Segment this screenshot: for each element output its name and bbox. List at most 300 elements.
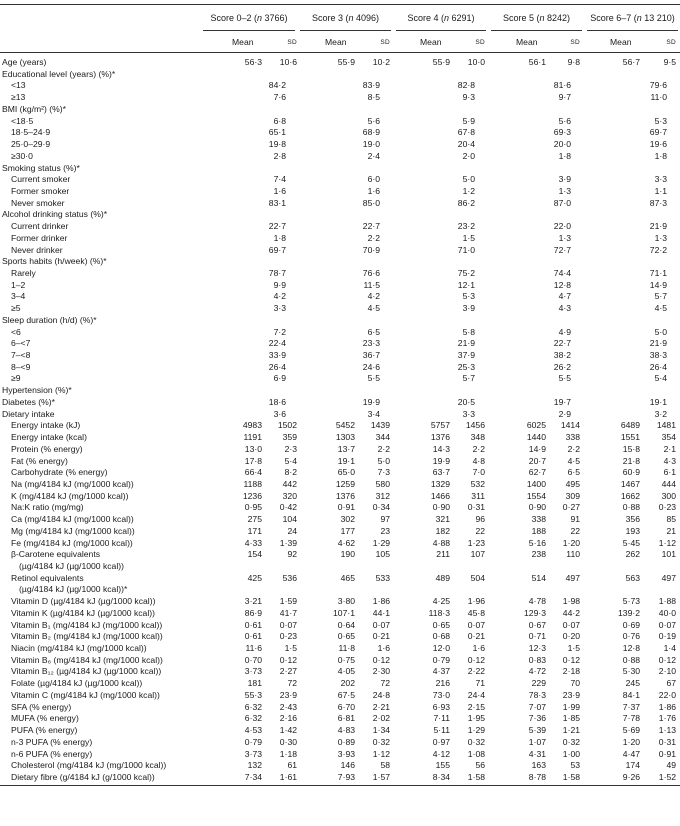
sd-value: 2·2: [567, 443, 580, 454]
mean-value: 4·83: [337, 725, 355, 735]
mean-value: 302: [340, 514, 355, 525]
percent-value: 7·6: [273, 92, 286, 103]
sd-value: 97: [380, 514, 390, 525]
mean-value: 4·78: [528, 596, 546, 607]
mean-value: 5·73: [622, 596, 640, 607]
mean-value: 3·93: [337, 748, 355, 759]
mean-value: 0·88: [622, 502, 640, 513]
sd-value: 1·00: [562, 748, 580, 759]
sd-value: 1·29: [467, 725, 485, 735]
sd-value: 7·3: [377, 467, 390, 478]
mean-value: 55·9: [432, 57, 450, 67]
mean-value: 0·90: [432, 502, 450, 513]
mean-value: 86·9: [244, 607, 262, 618]
sd-value: 2·15: [467, 701, 485, 712]
sd-header: SD: [287, 39, 297, 46]
mean-value: 67·5: [337, 689, 355, 700]
row-label: K (mg/4184 kJ (mg/1000 kcal)): [11, 490, 129, 501]
mean-value: 202: [340, 678, 355, 689]
sd-value: 1·59: [279, 596, 297, 607]
percent-value: 19·1: [649, 396, 667, 407]
row-label: Energy intake (kcal): [11, 432, 87, 442]
row-label: Na (mg/4184 kJ (mg/1000 kcal)): [11, 478, 134, 489]
sd-value: 70: [570, 678, 580, 689]
sd-value: 0·32: [372, 736, 390, 747]
percent-value: 1·6: [273, 185, 286, 196]
sd-value: 7·0: [472, 467, 485, 478]
mean-value: 163: [531, 760, 546, 771]
mean-value: 4·37: [432, 666, 450, 677]
group-underline: [300, 30, 391, 31]
mean-header: Mean: [610, 37, 632, 47]
sd-value: 92: [287, 549, 297, 560]
sd-value: 2·18: [562, 666, 580, 677]
sd-value: 1·85: [562, 713, 580, 724]
percent-value: 1·8: [273, 232, 286, 243]
group-header: [396, 13, 486, 24]
sd-value: 1·08: [467, 748, 485, 759]
sd-value: 10·6: [279, 57, 297, 67]
mean-value: 181: [247, 678, 262, 689]
mean-value: 0·83: [528, 654, 546, 665]
mean-value: 0·91: [337, 502, 355, 513]
mean-header: Mean: [232, 37, 254, 47]
sd-value: 10·2: [372, 57, 390, 67]
row-label-continued: (µg/4184 kJ (µg/1000 kcal))*: [19, 584, 128, 595]
mean-value: 84·1: [622, 689, 640, 700]
sd-value: 0·21: [372, 631, 390, 642]
section-heading: Smoking status (%)*: [2, 162, 80, 173]
sd-value: 338: [565, 432, 580, 442]
percent-value: 83·9: [362, 80, 380, 91]
percent-value: 19·8: [268, 139, 286, 149]
sd-value: 0·12: [279, 654, 297, 665]
sd-value: 5·4: [284, 455, 297, 466]
section-heading: Sports habits (h/week) (%)*: [2, 256, 107, 267]
sd-value: 24·4: [467, 689, 485, 700]
mean-value: 5·45: [622, 537, 640, 548]
sd-value: 4·3: [663, 455, 676, 466]
mean-value: 21·8: [622, 455, 640, 466]
mean-value: 465: [340, 572, 355, 583]
sd-value: 0·42: [279, 502, 297, 513]
mean-value: 3·21: [244, 596, 262, 607]
percent-value: 1·8: [654, 150, 667, 161]
group-label: Score 4 (: [407, 13, 444, 23]
sd-value: 311: [471, 490, 485, 501]
sd-value: 22: [570, 525, 580, 536]
mean-value: 4·53: [244, 725, 262, 735]
percent-value: 4·7: [558, 291, 571, 302]
percent-value: 87·3: [649, 197, 667, 208]
percent-value: 5·0: [462, 174, 475, 185]
percent-value: 26·2: [553, 361, 571, 372]
mean-value: 12·8: [622, 643, 640, 653]
percent-value: 1·5: [462, 232, 475, 243]
percent-value: 69·7: [649, 127, 667, 138]
row-label: Mg (mg/4184 kJ (mg/1000 kcal)): [11, 525, 135, 536]
mean-value: 4·25: [432, 596, 450, 607]
sd-value: 110: [566, 549, 580, 560]
percent-value: 1·8: [558, 150, 571, 161]
percent-value: 3·3: [462, 408, 475, 419]
mean-value: 15·8: [622, 443, 640, 454]
section-heading: BMI (kg/m²) (%)*: [2, 103, 66, 114]
sd-value: 2·27: [279, 666, 297, 677]
mean-value: 563: [625, 572, 640, 583]
sd-value: 1·57: [372, 771, 390, 782]
sd-value: 1·76: [658, 713, 676, 724]
mean-value: 182: [435, 525, 450, 536]
sd-value: 536: [282, 572, 297, 583]
mean-value: 229: [531, 678, 546, 689]
sd-value: 0·30: [279, 736, 297, 747]
mean-value: 1·07: [528, 736, 546, 747]
percent-value: 76·6: [362, 268, 380, 278]
group-underline: [587, 30, 678, 31]
sd-value: 49: [666, 760, 676, 771]
sd-value: 10·0: [467, 57, 485, 67]
sd-value: 300: [661, 490, 676, 501]
percent-value: 6·8: [273, 115, 286, 126]
mean-value: 0·61: [244, 619, 262, 630]
percent-value: 18·6: [268, 396, 286, 407]
sd-value: 44·2: [562, 607, 580, 618]
sd-value: 1·52: [658, 771, 676, 782]
sd-value: 91: [570, 514, 580, 525]
mean-value: 4·72: [528, 666, 546, 677]
mean-value: 19·1: [337, 455, 355, 466]
mean-value: 5·11: [433, 725, 450, 735]
row-label: Current drinker: [11, 221, 69, 232]
percent-value: 22·4: [268, 338, 286, 349]
sd-value: 40·0: [658, 607, 676, 618]
sd-value: 1414: [560, 420, 580, 431]
sd-value: 580: [375, 478, 390, 489]
sd-value: 2·10: [658, 666, 676, 677]
percent-value: 4·5: [367, 303, 380, 314]
percent-value: 5·8: [462, 326, 475, 337]
sd-value: 24: [287, 525, 297, 536]
percent-value: 71·0: [457, 244, 475, 255]
row-label: Vitamin B₁₂ (µg/4184 kJ (µg/1000 kcal)): [11, 666, 162, 677]
n-label: n: [256, 13, 262, 23]
percent-value: 8·5: [367, 92, 380, 103]
mean-value: 1188: [243, 478, 262, 489]
row-label: Never smoker: [11, 197, 65, 208]
percent-value: 3·4: [367, 408, 380, 419]
percent-value: 3·3: [654, 174, 667, 185]
mean-value: 1466: [430, 490, 450, 501]
percent-value: 69·3: [553, 127, 571, 138]
percent-value: 38·3: [649, 350, 667, 360]
percent-value: 11·5: [363, 279, 380, 290]
sd-value: 344: [375, 432, 390, 442]
percent-value: 84·2: [268, 80, 286, 91]
row-label: PUFA (% energy): [11, 725, 78, 735]
sd-value: 1·18: [279, 748, 297, 759]
mean-value: 118·3: [428, 607, 450, 618]
sd-value: 0·12: [658, 654, 676, 665]
section-heading: Alcohol drinking status (%)*: [2, 209, 108, 220]
sd-value: 442: [282, 478, 297, 489]
mean-value: 6·81: [337, 713, 355, 724]
row-label: 25·0–29·9: [11, 139, 51, 149]
percent-value: 5·4: [654, 373, 667, 384]
sd-value: 1·6: [377, 643, 390, 653]
row-label: 18·5–24·9: [11, 127, 51, 138]
sd-value: 1·20: [562, 537, 580, 548]
n-label: n: [443, 13, 449, 23]
row-label: <13: [11, 80, 26, 91]
mean-value: 338: [531, 514, 546, 525]
percent-value: 5·6: [367, 115, 380, 126]
sd-value: 0·07: [372, 619, 390, 630]
mean-value: 155: [435, 760, 450, 771]
row-label: <6: [11, 326, 21, 337]
mean-value: 0·67: [528, 619, 546, 630]
group-count: 3766): [262, 13, 288, 23]
sd-value: 1·4: [663, 643, 676, 653]
sd-value: 2·21: [372, 701, 390, 712]
percent-value: 4·2: [273, 291, 286, 302]
row-label: 1–2: [11, 279, 26, 290]
percent-value: 68·9: [362, 127, 380, 138]
mean-value: 7·11: [433, 713, 450, 724]
sd-value: 1439: [370, 420, 390, 431]
row-label: Former smoker: [11, 185, 70, 196]
sd-value: 1·88: [658, 596, 676, 607]
sd-value: 67: [666, 678, 676, 689]
sd-value: 5·0: [377, 455, 390, 466]
group-count: 8242): [544, 13, 571, 23]
sd-value: 1·5: [284, 643, 297, 653]
mean-value: 1467: [620, 478, 640, 489]
sd-value: 1·34: [372, 725, 390, 735]
percent-value: 26·4: [268, 361, 286, 372]
sd-value: 4·5: [567, 455, 580, 466]
sd-value: 8·2: [284, 467, 297, 478]
mean-value: 0·97: [432, 736, 450, 747]
mean-value: 146: [340, 760, 355, 771]
group-label: Score 3 (: [311, 13, 349, 23]
sd-value: 0·19: [658, 631, 676, 642]
sd-value: 72: [380, 678, 390, 689]
mean-value: 4·47: [622, 748, 640, 759]
group-label: Score 0–2 (: [210, 13, 257, 23]
mean-value: 1259: [335, 478, 355, 489]
mean-value: 17·8: [244, 455, 262, 466]
sd-value: 504: [470, 572, 485, 583]
sd-value: 1·12: [372, 748, 390, 759]
mean-value: 1551: [620, 432, 640, 442]
mean-value: 425: [247, 572, 262, 583]
sd-value: 9·8: [567, 57, 580, 67]
sd-value: 532: [470, 478, 485, 489]
sd-value: 1·58: [562, 771, 580, 782]
percent-value: 7·4: [273, 174, 286, 185]
group-count: 4096): [353, 13, 380, 23]
mean-value: 8·78: [528, 771, 546, 782]
mean-value: 0·64: [337, 619, 355, 630]
row-label: Retinol equivalents: [11, 572, 84, 583]
mean-value: 1440: [526, 432, 546, 442]
sd-value: 444: [661, 478, 676, 489]
sd-value: 24·8: [372, 689, 390, 700]
mean-header: Mean: [420, 37, 442, 47]
percent-value: 1·2: [462, 185, 475, 196]
mean-value: 171: [247, 525, 262, 536]
mean-value: 4·12: [432, 748, 450, 759]
row-label: Energy intake (kJ): [11, 420, 81, 431]
percent-value: 26·4: [649, 361, 667, 372]
percent-value: 22·7: [553, 338, 571, 349]
sd-value: 533: [375, 572, 390, 583]
mean-value: 216: [435, 678, 450, 689]
row-label: MUFA (% energy): [11, 713, 79, 724]
sd-value: 0·07: [467, 619, 485, 630]
sd-value: 1·86: [658, 701, 676, 712]
sd-value: 1·23: [467, 537, 485, 548]
mean-value: 245: [625, 678, 640, 689]
mean-value: 4983: [242, 420, 262, 431]
mean-value: 7·36: [528, 713, 546, 724]
mean-value: 262: [625, 549, 640, 560]
row-label: Never drinker: [11, 244, 63, 255]
percent-value: 2·4: [367, 150, 380, 161]
percent-value: 19·9: [362, 396, 380, 407]
mean-value: 321: [435, 514, 450, 525]
sd-value: 1·39: [279, 537, 297, 548]
percent-value: 3·6: [273, 408, 286, 419]
mean-value: 56·1: [528, 57, 546, 67]
section-heading: Hypertension (%)*: [2, 385, 72, 396]
group-label: Score 6–7 (: [590, 13, 637, 23]
percent-value: 67·8: [457, 127, 475, 138]
percent-value: 36·7: [362, 350, 380, 360]
row-label: Vitamin K (µg/4184 kJ (µg/1000 kcal)): [11, 607, 155, 618]
sd-value: 0·23: [658, 502, 676, 513]
mean-value: 13·0: [244, 443, 262, 454]
row-label: Current smoker: [11, 174, 71, 185]
sd-value: 2·2: [472, 443, 485, 454]
percent-value: 14·9: [649, 279, 667, 290]
row-label: Vitamin C (mg/4184 kJ (mg/1000 kcal)): [11, 689, 160, 700]
mean-value: 4·88: [432, 537, 450, 548]
percent-value: 5·0: [654, 326, 667, 337]
mean-value: 356: [625, 514, 640, 525]
sd-value: 1·86: [372, 596, 390, 607]
row-label: Na:K ratio (mg/mg): [11, 502, 84, 513]
mean-value: 0·65: [432, 619, 450, 630]
mean-value: 0·70: [244, 654, 262, 665]
mean-value: 1329: [430, 478, 450, 489]
mean-value: 4·05: [337, 666, 355, 677]
mean-value: 4·33: [244, 537, 262, 548]
mean-value: 0·79: [244, 736, 262, 747]
mean-value: 12·3: [528, 643, 546, 653]
mean-value: 12·0: [432, 643, 450, 653]
group-underline: [491, 30, 582, 31]
sd-value: 107: [470, 549, 485, 560]
sd-value: 1·95: [467, 713, 485, 724]
sd-value: 1456: [465, 420, 485, 431]
sd-value: 0·91: [658, 748, 676, 759]
mean-value: 139·2: [618, 607, 640, 618]
sd-header: SD: [666, 39, 676, 46]
sd-value: 85: [666, 514, 676, 525]
mean-value: 11·8: [338, 643, 355, 653]
mean-value: 6489: [620, 420, 640, 431]
mean-value: 0·90: [528, 502, 546, 513]
group-label: Score 5 (: [502, 13, 540, 23]
sd-value: 1·96: [467, 596, 485, 607]
percent-value: 72·2: [649, 244, 667, 255]
mean-value: 0·68: [432, 631, 450, 642]
n-label: n: [539, 13, 545, 23]
row-label-continued: (µg/4184 kJ (µg/1000 kcal)): [19, 561, 124, 571]
sd-value: 2·1: [663, 443, 676, 454]
percent-value: 25·3: [457, 361, 475, 372]
percent-value: 7·2: [273, 326, 286, 337]
row-label: ≥9: [11, 373, 21, 384]
percent-value: 9·9: [273, 279, 286, 290]
mean-value: 8·34: [432, 771, 450, 782]
mean-value: 13·7: [337, 443, 355, 454]
row-label: ≥5: [11, 303, 21, 314]
section-heading: Sleep duration (h/d) (%)*: [2, 314, 97, 325]
sd-value: 0·23: [279, 631, 297, 642]
sd-value: 312: [375, 490, 390, 501]
sd-header: SD: [475, 39, 485, 46]
percent-value: 87·0: [553, 197, 571, 208]
sd-value: 1481: [656, 420, 676, 431]
sd-value: 2·30: [372, 666, 390, 677]
percent-value: 2·9: [558, 408, 571, 419]
mean-value: 1303: [335, 432, 355, 442]
row-label: Ca (mg/4184 kJ (mg/1000 kcal)): [11, 514, 134, 525]
percent-value: 20·4: [457, 139, 475, 149]
row-label: ≥13: [11, 92, 26, 103]
percent-value: 3·2: [654, 408, 667, 419]
percent-value: 9·3: [462, 92, 475, 103]
sd-value: 0·27: [562, 502, 580, 513]
percent-value: 3·3: [273, 303, 286, 314]
row-label: ≥30·0: [11, 150, 33, 161]
percent-value: 4·2: [367, 291, 380, 302]
mean-value: 73·0: [432, 689, 450, 700]
sd-value: 1502: [277, 420, 297, 431]
sd-value: 23·9: [279, 689, 297, 700]
percent-value: 21·9: [649, 221, 667, 232]
percent-value: 5·7: [462, 373, 475, 384]
sd-value: 0·12: [467, 654, 485, 665]
mean-value: 6·93: [432, 701, 450, 712]
sd-value: 320: [282, 490, 297, 501]
percent-value: 9·7: [558, 92, 571, 103]
mean-value: 3·73: [244, 666, 262, 677]
sd-value: 1·61: [279, 771, 297, 782]
mean-value: 3·80: [337, 596, 355, 607]
mean-value: 55·3: [244, 689, 262, 700]
sd-value: 0·31: [467, 502, 485, 513]
group-count: 6291): [449, 13, 475, 23]
percent-value: 12·1: [457, 279, 475, 290]
bottom-rule: [0, 785, 680, 786]
sd-value: 1·6: [472, 643, 485, 653]
sd-value: 56: [475, 760, 485, 771]
sd-value: 1·42: [279, 725, 297, 735]
